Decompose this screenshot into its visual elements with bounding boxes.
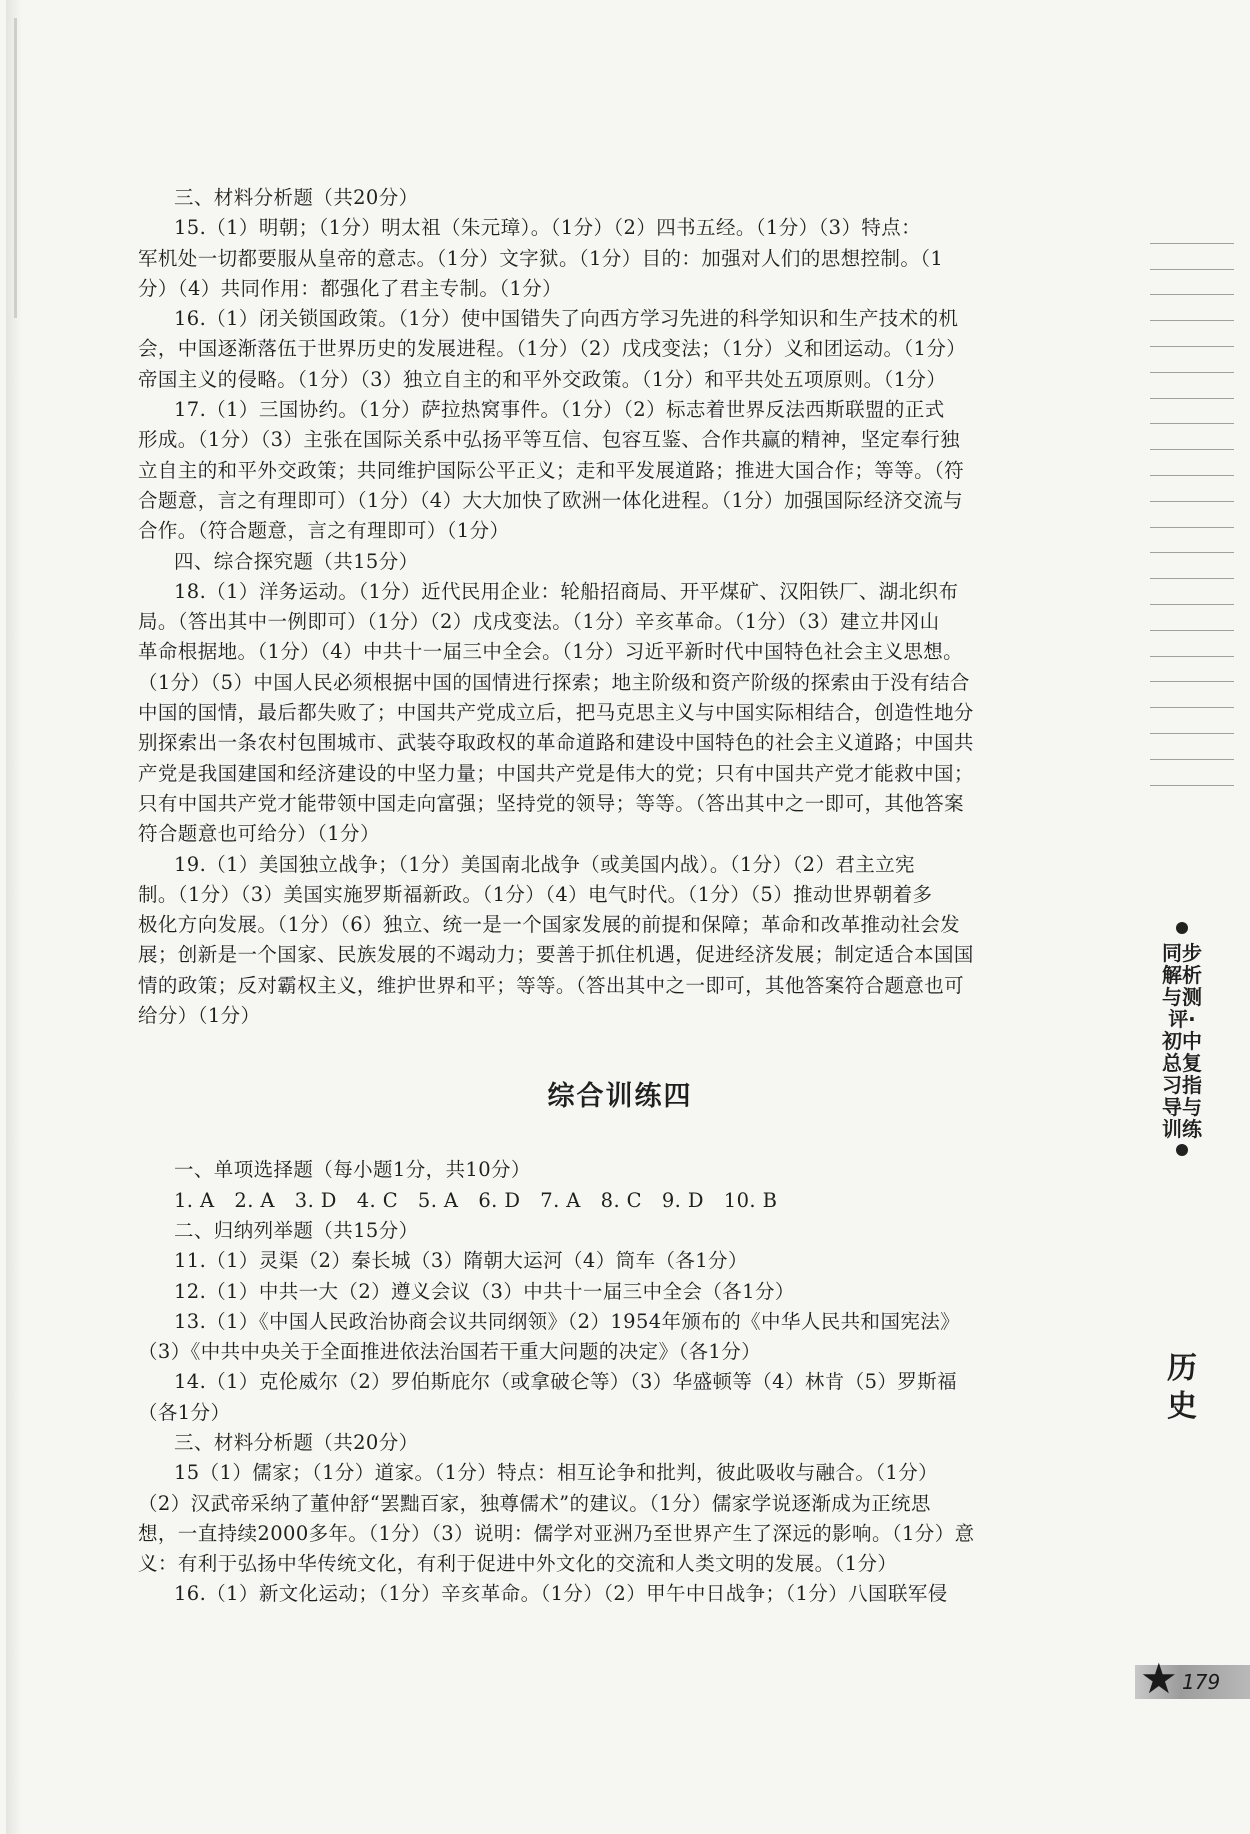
text-line: 15.（1）明朝；（1分）明太祖（朱元璋）。（1分）（2）四书五经。（1分）（3）特点： [174, 216, 922, 240]
note-line [1150, 347, 1234, 373]
page-number: 179 [1182, 1670, 1221, 1694]
note-line [1150, 682, 1234, 708]
text-line: 1. A 2. A 3. D 4. C 5. A 6. D 7. A 8. C 9. D 10. B [174, 1188, 778, 1212]
note-line [1150, 244, 1234, 270]
text-line: 15（1）儒家；（1分）道家。（1分）特点：相互论争和批判，彼此吸收与融合。（1分） [174, 1461, 938, 1485]
book-title-vertical [1160, 918, 1204, 1164]
text-line: 三、材料分析题（共20分） [174, 1430, 419, 1454]
text-line: 三、材料分析题（共20分） [174, 186, 419, 209]
part1-answers [138, 183, 1102, 1031]
text-line: 帝国主义的侵略。（1分）（3）独立自主的和平外交政策。（1分）和平共处五项原则。（1分） [138, 367, 947, 391]
binding-shadow [14, 18, 17, 318]
text-line: 16.（1）闭关锁国政策。（1分）使中国错失了向西方学习先进的科学知识和生产技术的机 [174, 307, 959, 331]
note-line [1150, 734, 1234, 760]
text-line: 别探索出一条农村包围城市、武装夺取政权的革命道路和建设中国特色的社会主义道路；中国共 [138, 731, 974, 755]
text-line: 合作。（符合题意，言之有理即可）（1分） [138, 519, 510, 543]
text-line: 想，一直持续2000多年。（1分）（3）说明：儒学对亚洲乃至世界产生了深远的影响。（1分）意 [138, 1521, 975, 1545]
text-line: 局。（答出其中一例即可）（1分）（2）戊戌变法。（1分）辛亥革命。（1分）（3）建立井冈山 [138, 610, 940, 634]
text-line: 立自主的和平外交政策；共同维护国际公平正义；走和平发展道路；推进大国合作；等等。（符 [138, 458, 965, 482]
note-line [1150, 373, 1234, 399]
text-line: 义：有利于弘扬中华传统文化，有利于促进中外文化的交流和人类文明的发展。（1分） [138, 1552, 898, 1576]
note-line [1150, 657, 1234, 683]
text-line: 合题意，言之有理即可）（1分）（4）大大加快了欧洲一体化进程。（1分）加强国际经济交流与 [138, 488, 964, 512]
note-line [1150, 295, 1234, 321]
note-line [1150, 760, 1234, 786]
bullet-dot-icon [1176, 922, 1188, 934]
note-line [1150, 450, 1234, 476]
note-line [1150, 321, 1234, 347]
text-line: 16.（1）新文化运动；（1分）辛亥革命。（1分）（2）甲午中日战争；（1分）八国联军侵 [174, 1582, 948, 1606]
text-line: 11.（1）灵渠（2）秦长城（3）隋朝大运河（4）筒车（各1分） [174, 1249, 748, 1273]
section-title: 综合训练四 [547, 1081, 693, 1113]
note-line [1150, 579, 1234, 605]
text-line: 给分）（1分） [138, 1004, 261, 1028]
text-line: 分）（4）共同作用：都强化了君主专制。（1分） [138, 276, 563, 300]
text-line: 12.（1）中共一大（2）遵义会议（3）中共十一届三中全会（各1分） [174, 1279, 795, 1303]
text-line: 极化方向发展。（1分）（6）独立、统一是一个国家发展的前提和保障；革命和改革推动社会发 [138, 913, 961, 937]
text-line: 一、单项选择题（每小题1分，共10分） [174, 1158, 531, 1182]
note-line [1150, 528, 1234, 554]
text-line: 形成。（1分）（3）主张在国际关系中弘扬平等互信、包容互鉴、合作共赢的精神，坚定奉行独 [138, 428, 961, 452]
text-line: 军机处一切都要服从皇帝的意志。（1分）文字狱。（1分）目的：加强对人们的思想控制。（1 [138, 246, 944, 270]
text-line: （2）汉武帝采纳了董仲舒“罢黜百家，独尊儒术”的建议。（1分）儒家学说逐渐成为正统思 [138, 1491, 931, 1515]
text-line: 符合题意也可给分）（1分） [138, 822, 380, 846]
text-line: 革命根据地。（1分）（4）中共十一届三中全会。（1分）习近平新时代中国特色社会主义思想。 [138, 640, 964, 664]
note-line [1150, 708, 1234, 734]
text-line: （1分）（5）中国人民必须根据中国的国情进行探索；地主阶级和资产阶级的探索由于没有结合 [138, 670, 970, 694]
note-lines [1150, 218, 1234, 786]
text-line: （3）《中共中央关于全面推进依法治国若干重大问题的决定》（各1分） [138, 1340, 762, 1364]
note-line [1150, 605, 1234, 631]
text-line: 14.（1）克伦威尔（2）罗伯斯庇尔（或拿破仑等）（3）华盛顿等（4）林肯（5）罗斯福 [174, 1370, 957, 1394]
text-line: 17.（1）三国协约。（1分）萨拉热窝事件。（1分）（2）标志着世界反法西斯联盟的正式 [174, 398, 945, 422]
star-icon: ★ [1140, 1654, 1178, 1703]
text-line: 四、综合探究题（共15分） [174, 549, 419, 573]
note-line [1150, 399, 1234, 425]
note-line [1150, 631, 1234, 657]
text-line: 13.（1）《中国人民政治协商会议共同纲领》（2）1954年颁布的《中华人民共和国宪法》 [174, 1309, 961, 1333]
text-line: 产党是我国建国和经济建设的中坚力量；中国共产党是伟大的党；只有中国共产党才能救中国； [138, 761, 974, 785]
text-line: 情的政策；反对霸权主义，维护世界和平；等等。（答出其中之一即可，其他答案符合题意也可 [138, 973, 965, 997]
part2-answers [138, 1155, 1102, 1609]
note-line [1150, 502, 1234, 528]
text-line: 会，中国逐渐落伍于世界历史的发展进程。（1分）（2）戊戌变法；（1分）义和团运动。（1分） [138, 337, 967, 361]
text-line: （各1分） [138, 1400, 231, 1424]
note-line [1150, 553, 1234, 579]
text-line: 只有中国共产党才能带领中国走向富强；坚持党的领导；等等。（答出其中之一即可，其他答案 [138, 791, 965, 815]
bullet-dot-icon [1176, 1144, 1188, 1156]
note-line [1150, 270, 1234, 296]
note-line [1150, 476, 1234, 502]
text-line: 制。（1分）（3）美国实施罗斯福新政。（1分）（4）电气时代。（1分）（5）推动世界朝着多 [138, 882, 933, 906]
book-title-text: 同步解析与测评·初中总复习指导与训练 [1162, 941, 1202, 1141]
text-line: 19.（1）美国独立战争；（1分）美国南北战争（或美国内战）。（1分）（2）君主立宪 [174, 852, 915, 876]
text-line: 18.（1）洋务运动。（1分）近代民用企业：轮船招商局、开平煤矿、汉阳铁厂、湖北织布 [174, 579, 959, 603]
text-line: 展；创新是一个国家、民族发展的不竭动力；要善于抓住机遇，促进经济发展；制定适合本国国 [138, 943, 974, 967]
note-line [1150, 218, 1234, 244]
text-line: 二、归纳列举题（共15分） [174, 1218, 419, 1242]
text-line: 中国的国情，最后都失败了；中国共产党成立后，把马克思主义与中国实际相结合，创造性地分 [138, 701, 974, 725]
answer-content [138, 183, 1102, 1610]
note-line [1150, 424, 1234, 450]
subject-label: 历史 [1167, 1351, 1197, 1424]
